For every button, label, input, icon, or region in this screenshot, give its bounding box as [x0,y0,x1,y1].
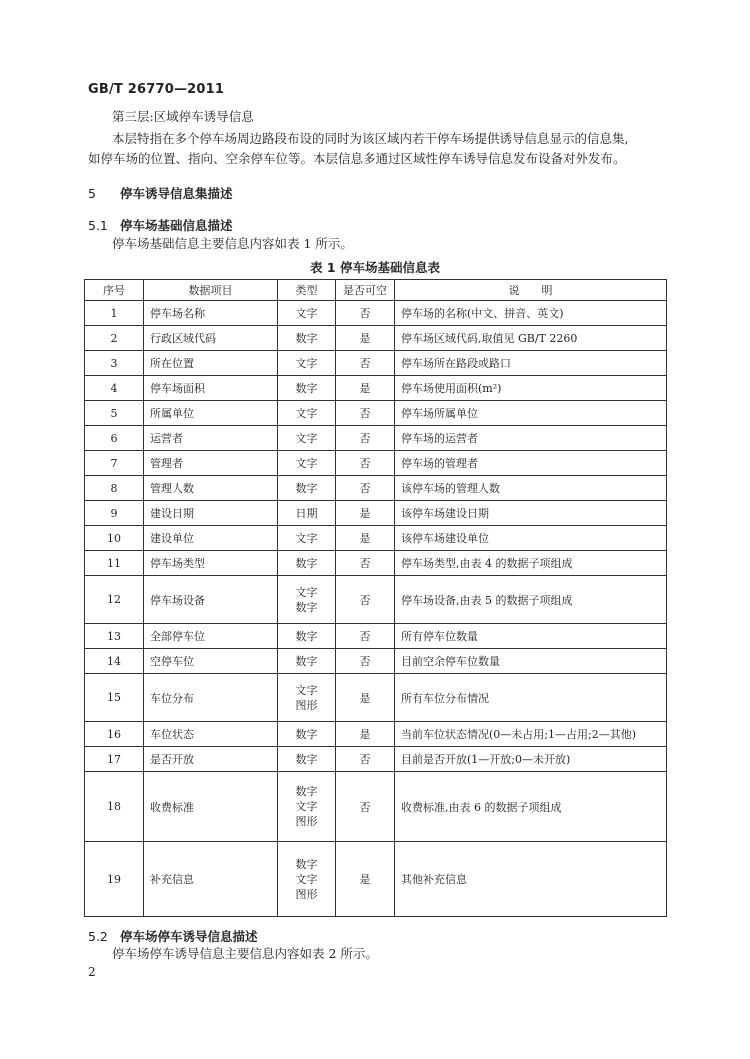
cell-nullable: 否 [336,476,395,501]
cell-item: 车位状态 [144,722,278,747]
cell-type-line: 数字 [295,481,318,495]
table-row [85,576,667,624]
cell-type-line: 图形 [295,698,318,712]
section-5-1-title: 停车场基础信息描述 [120,218,233,233]
cell-item: 补充信息 [144,842,278,917]
table-row [85,376,667,401]
cell-type-line: 文字 [295,800,318,813]
header-desc: 说 明 [395,280,667,301]
cell-item: 车位分布 [144,674,278,722]
page-number: 2 [88,965,96,979]
cell-type [278,772,336,842]
cell-item: 停车场设备 [144,576,278,624]
cell-item: 建设日期 [144,501,278,526]
cell-type [278,451,336,476]
cell-type-line: 图形 [295,815,318,828]
cell-desc: 目前是否开放(1—开放;0—未开放) [395,747,667,772]
cell-nullable: 否 [336,401,395,426]
cell-desc: 停车场的管理者 [395,451,667,476]
cell-type-line: 文字 [295,531,318,545]
table-row [85,722,667,747]
cell-desc: 停车场的名称(中文、拼音、英文) [395,301,667,326]
cell-type [278,501,336,526]
layer-title: 第三层:区域停车诱导信息 [112,109,254,124]
table-row [85,747,667,772]
table-row [85,476,667,501]
cell-type [278,551,336,576]
cell-type-line: 文字 [295,872,318,886]
cell-type-line: 数字 [295,331,318,345]
cell-type-line: 数字 [295,629,318,643]
layer-paragraph-line1: 本层特指在多个停车场周边路段布设的同时为该区域内若干停车场提供诱导信息显示的信息集, [112,131,629,146]
section-5-1-heading [88,216,233,234]
cell-no: 2 [85,326,144,351]
cell-item: 管理人数 [144,476,278,501]
cell-nullable: 否 [336,451,395,476]
cell-type-line: 数字 [295,556,318,570]
cell-type-line: 数字 [295,654,318,668]
cell-no: 19 [85,842,144,917]
cell-desc: 停车场类型,由表 4 的数据子项组成 [395,551,667,576]
cell-desc: 停车场的运营者 [395,426,667,451]
cell-desc: 所有车位分布情况 [395,674,667,722]
table-1-body [85,301,667,917]
cell-item: 所属单位 [144,401,278,426]
cell-no: 12 [85,576,144,624]
table-header-row [85,280,667,301]
cell-no: 7 [85,451,144,476]
cell-type-line: 日期 [295,506,318,520]
cell-nullable: 否 [336,747,395,772]
cell-no: 18 [85,772,144,842]
table-row [85,551,667,576]
cell-type-line: 文字 [295,585,318,599]
cell-nullable: 否 [336,772,395,842]
cell-type [278,674,336,722]
table-1-caption: 表 1 停车场基础信息表 [310,260,440,275]
cell-type-line: 文字 [295,406,318,420]
table-row [85,842,667,917]
table-row [85,624,667,649]
cell-no: 1 [85,301,144,326]
cell-item: 停车场类型 [144,551,278,576]
table-row [85,326,667,351]
cell-nullable: 是 [336,674,395,722]
table-row [85,351,667,376]
table-row [85,674,667,722]
cell-nullable: 否 [336,576,395,624]
table-row [85,526,667,551]
cell-desc: 目前空余停车位数量 [395,649,667,674]
cell-item: 是否开放 [144,747,278,772]
cell-type [278,747,336,772]
cell-desc: 该停车场建设单位 [395,526,667,551]
cell-type [278,842,336,917]
cell-type [278,722,336,747]
cell-item: 所在位置 [144,351,278,376]
cell-item: 建设单位 [144,526,278,551]
cell-item: 停车场名称 [144,301,278,326]
cell-desc: 所有停车位数量 [395,624,667,649]
cell-nullable: 是 [336,842,395,917]
cell-type [278,476,336,501]
table-row [85,772,667,842]
cell-desc: 停车场使用面积(m²) [395,376,667,401]
cell-no: 17 [85,747,144,772]
cell-no: 8 [85,476,144,501]
section-5-2-title: 停车场停车诱导信息描述 [120,929,258,944]
cell-desc: 其他补充信息 [395,842,667,917]
section-5-title: 停车诱导信息集描述 [120,186,233,201]
header-nullable: 是否可空 [336,280,395,301]
cell-nullable: 否 [336,649,395,674]
cell-type-line: 文字 [295,431,318,445]
table-row [85,451,667,476]
cell-no: 15 [85,674,144,722]
cell-nullable: 是 [336,501,395,526]
cell-item: 收费标准 [144,772,278,842]
standard-id: GB/T 26770—2011 [88,82,225,97]
cell-item: 运营者 [144,426,278,451]
cell-type-line: 数字 [295,381,318,395]
cell-type [278,351,336,376]
cell-desc: 当前车位状态情况(0—未占用;1—占用;2—其他) [395,722,667,747]
layer-paragraph-line2: 如停车场的位置、指向、空余停车位等。本层信息多通过区域性停车诱导信息发布设备对外发布。 [88,151,626,166]
cell-type-line: 文字 [295,683,318,697]
cell-no: 3 [85,351,144,376]
table-row [85,501,667,526]
cell-desc: 停车场所属单位 [395,401,667,426]
cell-no: 10 [85,526,144,551]
cell-nullable: 是 [336,526,395,551]
cell-type-line: 数字 [295,785,318,798]
cell-type [278,649,336,674]
cell-type [278,301,336,326]
table-row [85,649,667,674]
cell-type [278,576,336,624]
cell-type-line: 数字 [295,727,318,741]
cell-desc: 该停车场的管理人数 [395,476,667,501]
cell-no: 16 [85,722,144,747]
section-5-2-number: 5.2 [88,929,108,944]
cell-type [278,426,336,451]
cell-no: 5 [85,401,144,426]
cell-nullable: 是 [336,376,395,401]
cell-nullable: 否 [336,351,395,376]
table-row [85,426,667,451]
cell-nullable: 否 [336,301,395,326]
cell-item: 全部停车位 [144,624,278,649]
section-5-2-heading [88,927,258,945]
cell-type [278,376,336,401]
cell-nullable: 否 [336,551,395,576]
cell-type-line: 数字 [295,600,318,614]
table-row [85,301,667,326]
cell-type [278,401,336,426]
cell-item: 空停车位 [144,649,278,674]
cell-nullable: 是 [336,326,395,351]
cell-item: 管理者 [144,451,278,476]
cell-type-line: 数字 [295,857,318,871]
cell-desc: 停车场区域代码,取值见 GB/T 2260 [395,326,667,351]
section-5-2-text: 停车场停车诱导信息主要信息内容如表 2 所示。 [112,946,378,961]
section-5-1-number: 5.1 [88,218,108,233]
cell-item: 行政区域代码 [144,326,278,351]
section-5-heading [88,184,233,202]
cell-no: 13 [85,624,144,649]
cell-type-line: 文字 [295,306,318,320]
cell-no: 9 [85,501,144,526]
cell-type [278,326,336,351]
cell-no: 6 [85,426,144,451]
cell-nullable: 否 [336,624,395,649]
cell-desc: 停车场设备,由表 5 的数据子项组成 [395,576,667,624]
cell-desc: 该停车场建设日期 [395,501,667,526]
cell-desc: 收费标准,由表 6 的数据子项组成 [395,772,667,842]
table-1 [84,279,667,917]
section-5-1-text: 停车场基础信息主要信息内容如表 1 所示。 [112,236,353,251]
cell-type [278,526,336,551]
cell-nullable: 否 [336,426,395,451]
header-type: 类型 [278,280,336,301]
cell-no: 14 [85,649,144,674]
cell-type-line: 图形 [295,887,318,901]
cell-type-line: 文字 [295,356,318,370]
cell-type [278,624,336,649]
section-5-number: 5 [88,186,96,201]
table-row [85,401,667,426]
cell-nullable: 是 [336,722,395,747]
cell-item: 停车场面积 [144,376,278,401]
cell-no: 11 [85,551,144,576]
cell-desc: 停车场所在路段或路口 [395,351,667,376]
cell-no: 4 [85,376,144,401]
header-item: 数据项目 [144,280,278,301]
header-no: 序号 [85,280,144,301]
cell-type-line: 数字 [295,752,318,766]
cell-type-line: 文字 [295,456,318,470]
